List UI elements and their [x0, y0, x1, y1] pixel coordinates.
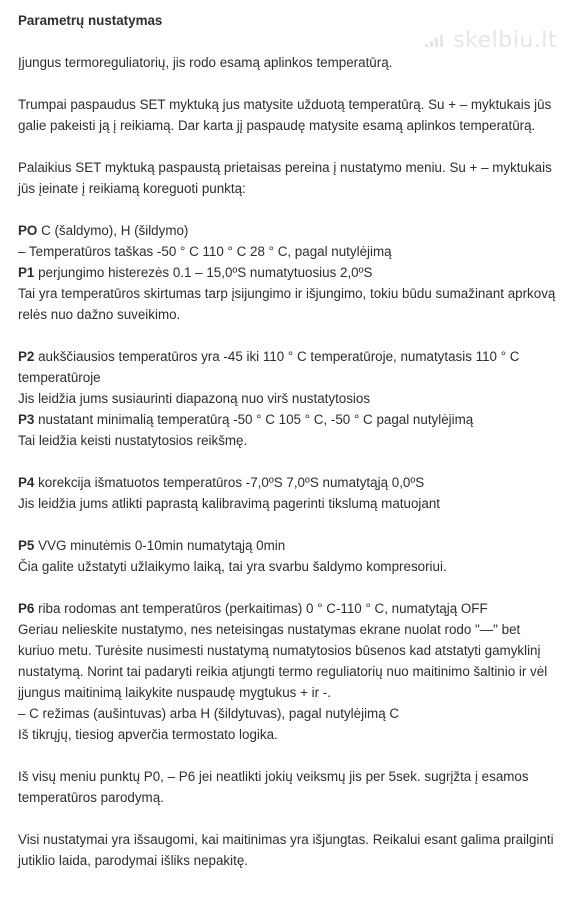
param-p0-detail: – Temperatūros taškas -50 ° C 110 ° C 28 ° C, pagal nutylėjimą — [18, 244, 392, 259]
param-p5-key: P5 — [18, 538, 35, 553]
param-p1-detail: Tai yra temperatūros skirtumas tarp įsijungimo ir išjungimo, tokiu būdu sumažinant aprkovą relės nuo dažno suveikimo. — [18, 286, 556, 322]
intro-paragraph-2: Trumpai paspaudus SET myktuką jus matysite užduotą temperatūrą. Su + – myktukais jūs galie pakeisti ją į reikiamą. Dar karta jį paspaudę matysite esamą aplinkos temperatūrą. — [18, 97, 552, 133]
param-p6-text: riba rodomas ant temperatūros (perkaitimas) 0 ° C-110 ° C, numatytąją OFF — [34, 601, 488, 616]
param-p0-text: C (šaldymo), H (šildymo) — [37, 223, 189, 238]
param-p3-text: nustatant minimalią temperatūrą -50 ° C 105 ° C, -50 ° C pagal nutylėjimą — [34, 412, 474, 427]
param-p6 — [18, 598, 558, 619]
param-p2 — [18, 346, 558, 388]
param-p6-key: P6 — [18, 601, 35, 616]
param-p2-detail: Jis leidžia jums susiaurinti diapazoną nuo virš nustatytosios — [18, 391, 371, 406]
param-block-p4 — [18, 472, 558, 514]
page-title: Parametrų nustatymas — [18, 13, 163, 28]
param-p4-text: korekcija išmatuotos temperatūros -7,0ºS 7,0ºS numatytąją 0,0ºS — [34, 475, 425, 490]
param-p0 — [18, 220, 558, 241]
param-p4-detail: Jis leidžia jums atlikti paprastą kalibravimą pagerinti tikslumą matuojant — [18, 496, 440, 511]
param-p5-detail: Čia galite užstatyti užlaikymo laiką, tai yra svarbu šaldymo kompresoriui. — [18, 559, 447, 574]
param-p1 — [18, 262, 558, 283]
param-p5-text: VVG minutėmis 0-10min numatytąją 0min — [34, 538, 286, 553]
param-p3 — [18, 409, 558, 430]
param-p2-text: aukščiausios temperatūros yra -45 iki 110 ° C temperatūroje, numatytasis 110 ° C temperatūroje — [18, 349, 520, 385]
param-p5 — [18, 535, 558, 556]
param-p6-note: Iš tikrųjų, tiesiog apverčia termostato logika. — [18, 727, 278, 742]
param-p1-key: P1 — [18, 265, 35, 280]
param-p3-key: P3 — [18, 412, 35, 427]
param-p0-key: PO — [18, 223, 38, 238]
article — [18, 10, 558, 892]
intro-paragraph-1: Įjungus termoreguliatorių, jis rodo esamą aplinkos temperatūrą. — [18, 55, 393, 70]
param-p3-detail: Tai leidžia keisti nustatytosios reikšmę. — [18, 433, 248, 448]
param-p1-text: perjungimo histerezės 0.1 – 15,0ºS numatytuosius 2,0ºS — [34, 265, 373, 280]
param-p4 — [18, 472, 558, 493]
watermark-text: skelbiu.lt — [453, 28, 557, 53]
param-p6-detail: Geriau nelieskite nustatymo, nes neteisingas nustatymas ekrane nuolat rodo "—" bet kuriuo metu. Turėsite nusimesti nustatymą numatytosios būsenos kad atstatyti gamyklinį nustatymą. Norint tai padaryti reikia atjungti termo reguliatorių nuo maitinimo šaltinio ir vėl įjungus maitinimą laikykite nuspaudę mygtukus + ir -. — [18, 622, 548, 700]
intro-paragraph-3: Palaikius SET myktuką paspaustą prietaisas pereina į nustatymo meniu. Su + – myktukais jūs įeinate į reikiamą koreguoti punktą: — [18, 160, 552, 196]
param-p6-mode: – C režimas (aušintuvas) arba H (šildytuvas), pagal nutylėjimą C — [18, 706, 400, 721]
param-block-p2-p3 — [18, 346, 558, 451]
param-block-p5 — [18, 535, 558, 577]
param-block-p6 — [18, 598, 558, 745]
param-p2-key: P2 — [18, 349, 35, 364]
param-block-p0-p1 — [18, 220, 558, 325]
param-p4-key: P4 — [18, 475, 35, 490]
closing-paragraph-1: Iš visų meniu punktų P0, – P6 jei neatlikti jokių veiksmų jis per 5sek. sugrįžta į esamos temperatūros parodymą. — [18, 769, 529, 805]
closing-paragraph-2: Visi nustatymai yra išsaugomi, kai maitinimas yra išjungtas. Reikalui esant galima prailginti jutiklio laida, parodymai išliks nepakitę. — [18, 832, 554, 868]
